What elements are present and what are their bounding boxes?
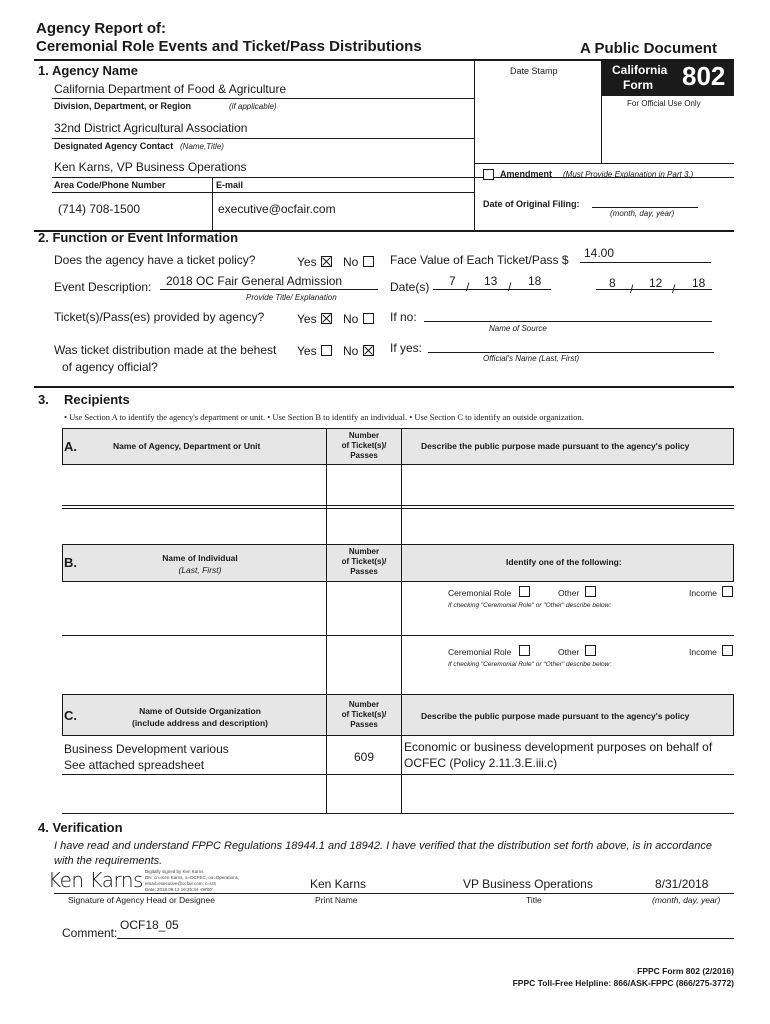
c-row1-desc-line2[interactable]: OCFEC (Policy 2.11.3.E.iii.c) bbox=[404, 756, 558, 770]
num-col-text3: Passes bbox=[350, 567, 378, 576]
date1-day[interactable]: 13 bbox=[484, 274, 498, 288]
b-row1-other-label: Other bbox=[558, 588, 580, 598]
public-document-label: A Public Document bbox=[580, 40, 717, 57]
agency-name-line bbox=[52, 98, 474, 99]
behest-question-line1: Was ticket distribution made at the behest bbox=[54, 343, 277, 357]
date2-year[interactable]: 18 bbox=[692, 276, 706, 290]
print-name-value[interactable]: Ken Karns bbox=[310, 877, 367, 891]
contact-value[interactable]: Ken Karns, VP Business Operations bbox=[54, 160, 247, 174]
face-value-line bbox=[580, 262, 711, 263]
official-use-label: For Official Use Only bbox=[627, 99, 701, 108]
num-col-text3: Passes bbox=[350, 720, 378, 729]
policy-yes-label: Yes bbox=[297, 255, 317, 269]
num-col-text2: of Ticket(s)/ bbox=[341, 710, 387, 719]
date-label: (month, day, year) bbox=[652, 895, 721, 905]
section-a-col3: Describe the public purpose made pursuant to the agency's policy bbox=[421, 441, 690, 451]
event-desc-note: Provide Title/ Explanation bbox=[246, 293, 337, 302]
provided-no-checkbox[interactable] bbox=[363, 313, 374, 324]
b-row2-income-checkbox[interactable] bbox=[722, 645, 733, 656]
sig-info4: Date: 2018.09.12 16:25:34 -08'00' bbox=[145, 887, 213, 892]
provided-yes-label: Yes bbox=[297, 312, 317, 326]
phone-label-line bbox=[52, 192, 474, 193]
a-r2-div2 bbox=[401, 508, 402, 544]
c-row1-name-line1[interactable]: Business Development various bbox=[64, 742, 229, 756]
provided-question: Ticket(s)/Pass(es) provided by agency? bbox=[54, 310, 265, 324]
num-col-text3: Passes bbox=[350, 451, 378, 460]
date-stamp-label: Date Stamp bbox=[510, 66, 558, 76]
if-yes-label: If yes: bbox=[390, 341, 423, 355]
c-row1-number[interactable]: 609 bbox=[353, 750, 375, 764]
c-row1-line bbox=[62, 774, 734, 775]
contact-note: (Name,Title) bbox=[180, 142, 224, 151]
division-label: Division, Department, or Region bbox=[54, 101, 192, 111]
section-b-col1: Name of Individual bbox=[162, 553, 238, 563]
date-value[interactable]: 8/31/2018 bbox=[655, 877, 709, 891]
c-row1-desc-line1[interactable]: Economic or business development purposes on behalf of bbox=[404, 740, 713, 754]
amendment-label: Amendment bbox=[500, 169, 553, 179]
section-c-col3: Describe the public purpose made pursuant to the agency's policy bbox=[421, 711, 690, 721]
section-c-col1: Name of Outside Organization bbox=[139, 706, 261, 716]
signature-line bbox=[54, 893, 734, 894]
email-value[interactable]: executive@ocfair.com bbox=[218, 202, 336, 216]
section4-heading: 4. Verification bbox=[38, 820, 123, 835]
date1-line bbox=[433, 289, 551, 290]
num-col-text1: Number bbox=[348, 547, 380, 556]
title-label: Title bbox=[526, 895, 542, 905]
original-filing-line bbox=[592, 207, 698, 208]
behest-yes-label: Yes bbox=[297, 344, 317, 358]
contact-label: Designated Agency Contact bbox=[54, 141, 174, 151]
footer-helpline: FPPC Toll-Free Helpline: 866/ASK-FPPC (866/275-3772) bbox=[512, 978, 734, 988]
a-row1-line bbox=[62, 505, 734, 506]
sig-info1: Digitally signed by Ken Karns bbox=[145, 869, 204, 874]
date1-slash2: / bbox=[508, 280, 512, 294]
sig-info2: DN: cn=Ken Karns, o=OCFEC, ou=Operations, bbox=[145, 875, 240, 880]
section-c-letter: C. bbox=[64, 708, 77, 723]
print-name-label: Print Name bbox=[315, 895, 358, 905]
comment-line bbox=[117, 938, 734, 939]
b-row2-ceremonial-checkbox[interactable] bbox=[519, 645, 530, 656]
b-row1-ceremonial-checkbox[interactable] bbox=[519, 586, 530, 597]
phone-email-divider bbox=[212, 178, 213, 230]
num-col-text2: of Ticket(s)/ bbox=[341, 557, 387, 566]
b-row2-ceremonial-label: Ceremonial Role bbox=[448, 647, 512, 657]
form-title-line2: Ceremonial Role Events and Ticket/Pass Distributions bbox=[36, 38, 422, 55]
original-filing-note: (month, day, year) bbox=[610, 209, 675, 218]
signature-label: Signature of Agency Head or Designee bbox=[68, 895, 215, 905]
amendment-top-line bbox=[474, 163, 734, 164]
form-label: Form bbox=[623, 78, 653, 92]
num-col-text1: Number bbox=[348, 700, 380, 709]
if-yes-note: Official's Name (Last, First) bbox=[483, 354, 580, 363]
provided-yes-checkbox[interactable] bbox=[321, 313, 332, 324]
phone-value[interactable]: (714) 708-1500 bbox=[58, 202, 141, 216]
section-c-col2 bbox=[327, 700, 401, 730]
footer-form-id: FPPC Form 802 (2/2016) bbox=[637, 966, 734, 976]
original-filing-label: Date of Original Filing: bbox=[483, 199, 580, 209]
verification-statement-line2: with the requirements. bbox=[54, 855, 163, 867]
section1-heading: 1. Agency Name bbox=[38, 63, 138, 78]
provided-no-label: No bbox=[343, 312, 359, 326]
agency-name-value[interactable]: California Department of Food & Agriculture bbox=[54, 82, 287, 96]
if-no-note: Name of Source bbox=[489, 324, 547, 333]
email-label: E-mail bbox=[216, 180, 244, 190]
b-row2-other-checkbox[interactable] bbox=[585, 645, 596, 656]
date2-month[interactable]: 8 bbox=[609, 276, 616, 290]
event-desc-label: Event Description: bbox=[54, 280, 152, 294]
policy-question: Does the agency have a ticket policy? bbox=[54, 253, 256, 267]
title-value[interactable]: VP Business Operations bbox=[463, 877, 593, 891]
date1-month[interactable]: 7 bbox=[449, 274, 456, 288]
b-row1-note: If checking "Ceremonial Role" or "Other" describe below: bbox=[448, 602, 612, 609]
behest-question-line2: of agency official? bbox=[62, 360, 158, 374]
a-divider2 bbox=[401, 428, 402, 508]
section3-heading: Recipients bbox=[64, 392, 130, 407]
policy-no-label: No bbox=[343, 255, 359, 269]
amendment-note: (Must Provide Explanation in Part 3.) bbox=[563, 170, 694, 179]
section3-instructions: • Use Section A to identify the agency's department or unit. • Use Section B to identify an individual. • Use Section C to identify an outside organization. bbox=[64, 412, 584, 422]
form-number: 802 bbox=[682, 61, 726, 91]
c-divider2 bbox=[401, 694, 402, 814]
b-divider2 bbox=[401, 544, 402, 694]
b-row1-ceremonial-label: Ceremonial Role bbox=[448, 588, 512, 598]
c-row2-line bbox=[62, 813, 734, 814]
event-desc-line bbox=[160, 289, 378, 290]
dates-label: Date(s) bbox=[390, 280, 430, 294]
num-col-text1: Number bbox=[348, 431, 380, 440]
section-a-col2 bbox=[327, 431, 401, 461]
face-value[interactable]: 14.00 bbox=[584, 246, 615, 260]
phone-label: Area Code/Phone Number bbox=[54, 180, 166, 190]
comment-value[interactable]: OCF18_05 bbox=[120, 918, 179, 932]
section-a-col1: Name of Agency, Department or Unit bbox=[113, 441, 261, 451]
num-col-text2: of Ticket(s)/ bbox=[341, 441, 387, 450]
section-b-letter: B. bbox=[64, 555, 77, 570]
a-row2-top bbox=[62, 508, 734, 509]
section3-number: 3. bbox=[38, 392, 49, 407]
date-stamp-left-border bbox=[474, 60, 475, 230]
b-row1-income-checkbox[interactable] bbox=[722, 586, 733, 597]
face-value-label: Face Value of Each Ticket/Pass $ bbox=[390, 253, 569, 267]
date1-slash1: / bbox=[466, 280, 470, 294]
if-no-label: If no: bbox=[390, 310, 417, 324]
b-row1-other-checkbox[interactable] bbox=[585, 586, 596, 597]
if-yes-line bbox=[428, 352, 714, 353]
california-label: California bbox=[612, 63, 668, 77]
b-row2-other-label: Other bbox=[558, 647, 580, 657]
division-note: (if applicable) bbox=[229, 102, 277, 111]
division-line bbox=[52, 138, 474, 139]
date2-day[interactable]: 12 bbox=[649, 276, 663, 290]
b-row1-income-label: Income bbox=[689, 588, 717, 598]
section2-heading: 2. Function or Event Information bbox=[38, 230, 239, 245]
behest-no-checkbox[interactable] bbox=[363, 345, 374, 356]
a-r2-div1 bbox=[326, 508, 327, 544]
section-b-col1-note: (Last, First) bbox=[178, 565, 222, 575]
b-row2-note: If checking "Ceremonial Role" or "Other" describe below: bbox=[448, 661, 612, 668]
section-c-col1-note: (include address and description) bbox=[131, 718, 269, 728]
amendment-checkbox[interactable] bbox=[483, 169, 494, 180]
section2-bottom-rule bbox=[34, 386, 734, 388]
form-number-box bbox=[602, 60, 734, 96]
sig-info3: email=executive@ocfair.com, c=US bbox=[145, 881, 217, 886]
form-title-line1: Agency Report of: bbox=[36, 20, 167, 37]
b-row1-line bbox=[62, 635, 734, 636]
b-row2-income-label: Income bbox=[689, 647, 717, 657]
date2-slash2: / bbox=[672, 282, 676, 296]
c-row1-name-line2[interactable]: See attached spreadsheet bbox=[64, 758, 205, 772]
comment-label: Comment: bbox=[62, 926, 118, 940]
date1-year[interactable]: 18 bbox=[528, 274, 542, 288]
date2-slash1: / bbox=[630, 282, 634, 296]
policy-no-checkbox[interactable] bbox=[363, 256, 374, 267]
behest-no-label: No bbox=[343, 344, 359, 358]
section-a-letter: A. bbox=[64, 439, 77, 454]
division-value[interactable]: 32nd District Agricultural Association bbox=[54, 121, 248, 135]
section-b-col3: Identify one of the following: bbox=[506, 557, 622, 567]
section-b-col2 bbox=[327, 547, 401, 577]
signature-digital-info bbox=[145, 869, 239, 893]
signature[interactable]: Ken Karns bbox=[48, 868, 143, 892]
behest-yes-checkbox[interactable] bbox=[321, 345, 332, 356]
verification-statement-line1: I have read and understand FPPC Regulations 18944.1 and 18942. I have verified that the distribution set forth above, is in accordance bbox=[54, 840, 712, 852]
policy-yes-checkbox[interactable] bbox=[321, 256, 332, 267]
if-no-line bbox=[424, 321, 712, 322]
event-desc-value[interactable]: 2018 OC Fair General Admission bbox=[166, 274, 343, 288]
